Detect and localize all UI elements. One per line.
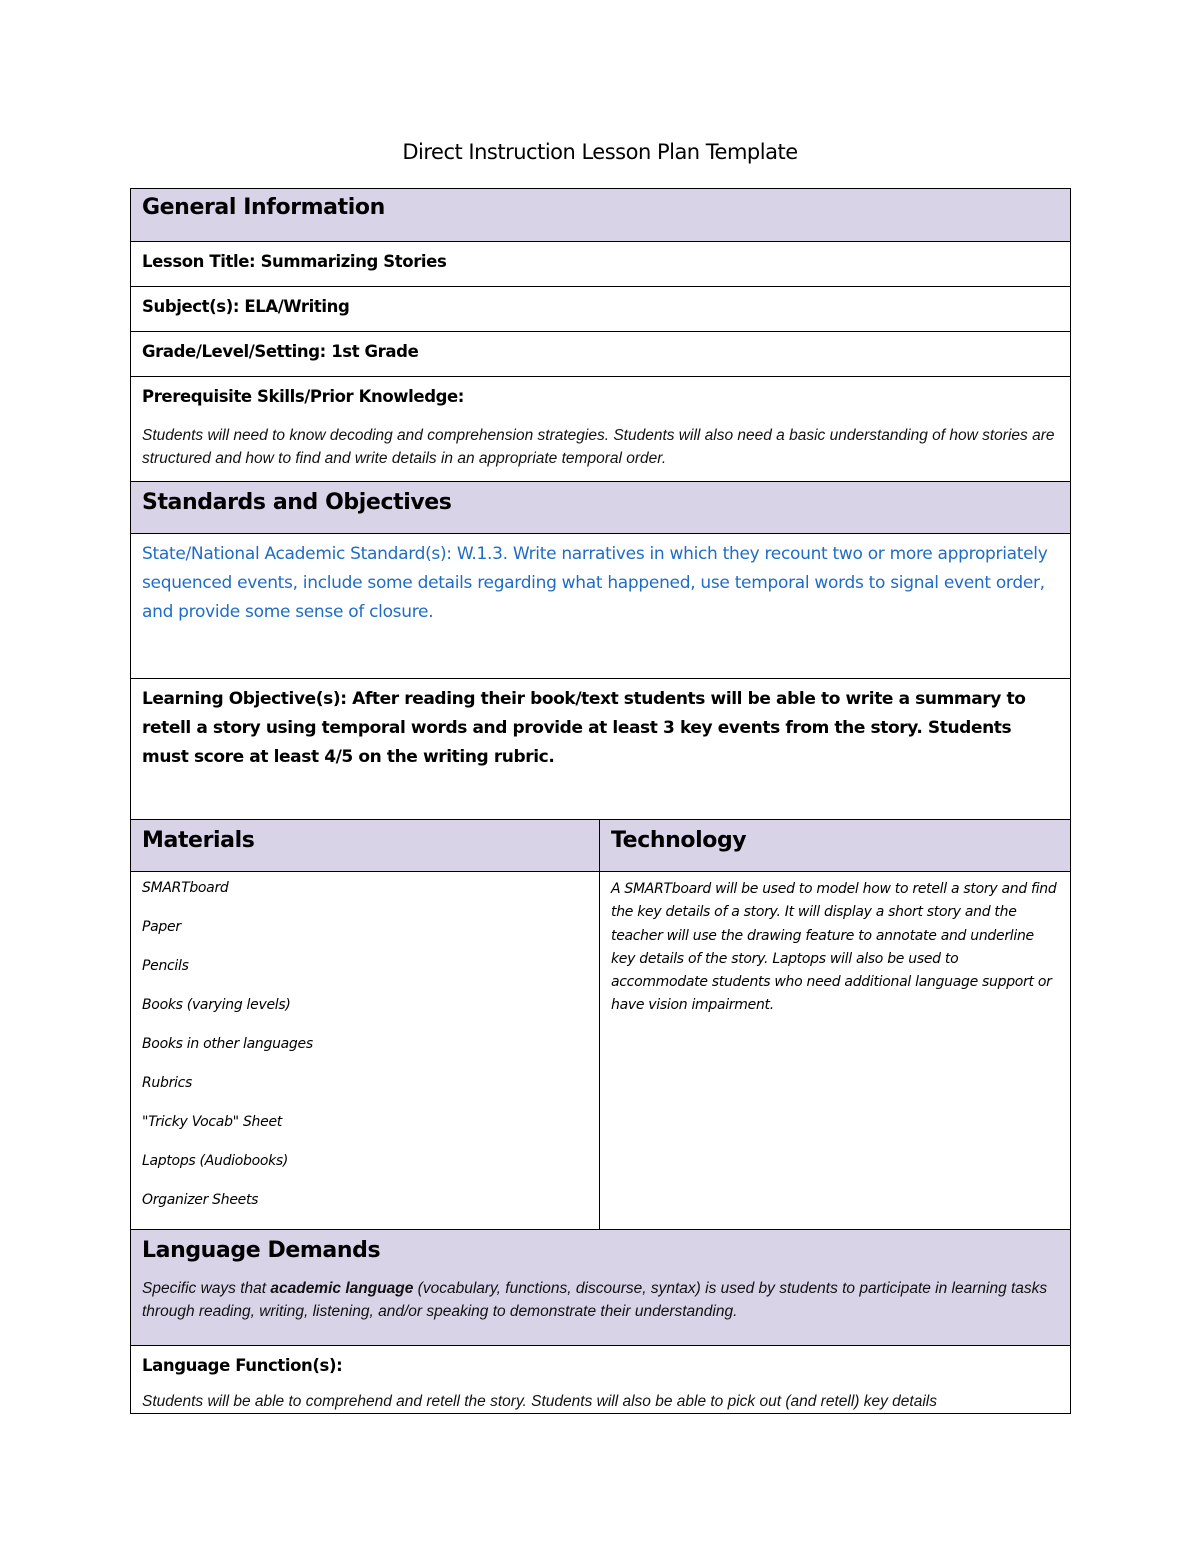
grade-row [131,332,1071,377]
lesson-title-value: Summarizing Stories [260,252,447,271]
materials-header [131,820,600,872]
materials-cell [131,872,600,1230]
grade-value: 1st Grade [331,342,419,361]
general-information-heading: General Information [142,195,385,220]
language-function-label: Language Function(s): [142,1356,343,1375]
materials-heading: Materials [142,828,255,853]
language-demands-description [142,1277,1059,1323]
language-demands-header [131,1230,1071,1346]
technology-header [600,820,1071,872]
material-item: Laptops (Audiobooks) [142,1153,289,1169]
material-item: SMARTboard [142,880,229,896]
materials-list [142,877,588,1229]
language-function-text: Students will be able to comprehend and retell the story. Students will also be able to pick out (and retell) key details [142,1393,937,1410]
material-item: Books (varying levels) [142,997,291,1013]
material-item: Rubrics [142,1075,193,1091]
document-title: Direct Instruction Lesson Plan Template [402,140,798,164]
objective-row [131,679,1071,820]
standards-header [131,482,1071,534]
lesson-title-label: Lesson Title: [142,252,256,271]
prerequisite-label: Prerequisite Skills/Prior Knowledge: [142,387,465,406]
material-item: Pencils [142,958,189,974]
general-information-header [131,189,1071,242]
standard-text: State/National Academic Standard(s): W.1.3. Write narratives in which they recount two or more appropriately sequenced events, include some details regarding what happened, use temporal words to signal event order, and provide some sense of closure. [142,544,1048,622]
material-item: Books in other languages [142,1036,313,1052]
standards-heading: Standards and Objectives [142,490,452,515]
grade-label: Grade/Level/Setting: [142,342,326,361]
material-item: "Tricky Vocab" Sheet [142,1114,282,1130]
language-function-row [131,1346,1071,1414]
technology-heading: Technology [611,828,747,853]
subject-row [131,287,1071,332]
objective-text: Learning Objective(s): After reading their book/text students will be able to write a summary to retell a story using temporal words and provide at least 3 key events from the story. Students must score at least 4/5 on the writing rubric. [142,689,1026,767]
language-desc-after: (vocabulary, functions, discourse, syntax) is used by students to participate in learning tasks through reading, writing, listening, and/or speaking to demonstrate their understanding. [142,1280,1048,1320]
lesson-title-row [131,242,1071,287]
subject-label: Subject(s): [142,297,240,316]
technology-cell [600,872,1071,1230]
material-item: Paper [142,919,181,935]
prerequisite-row [131,377,1071,482]
technology-text: A SMARTboard will be used to model how to retell a story and find the key details of a story. It will display a short story and the teacher will use the drawing feature to annotate and underline key details of the story. Laptops will also be used to accommodate students who need additional language support or have vision impairment. [611,881,1057,1014]
language-demands-heading: Language Demands [142,1238,381,1263]
lesson-plan-table [130,188,1071,1414]
standard-row [131,534,1071,679]
subject-value: ELA/Writing [244,297,350,316]
language-desc-bold: academic language [270,1280,414,1297]
language-desc-before: Specific ways that [142,1280,271,1297]
prerequisite-text: Students will need to know decoding and comprehension strategies. Students will also need a basic understanding of how stories are structured and how to find and write details in an appropriate temporal order. [142,427,1055,467]
material-item: Organizer Sheets [142,1192,259,1208]
